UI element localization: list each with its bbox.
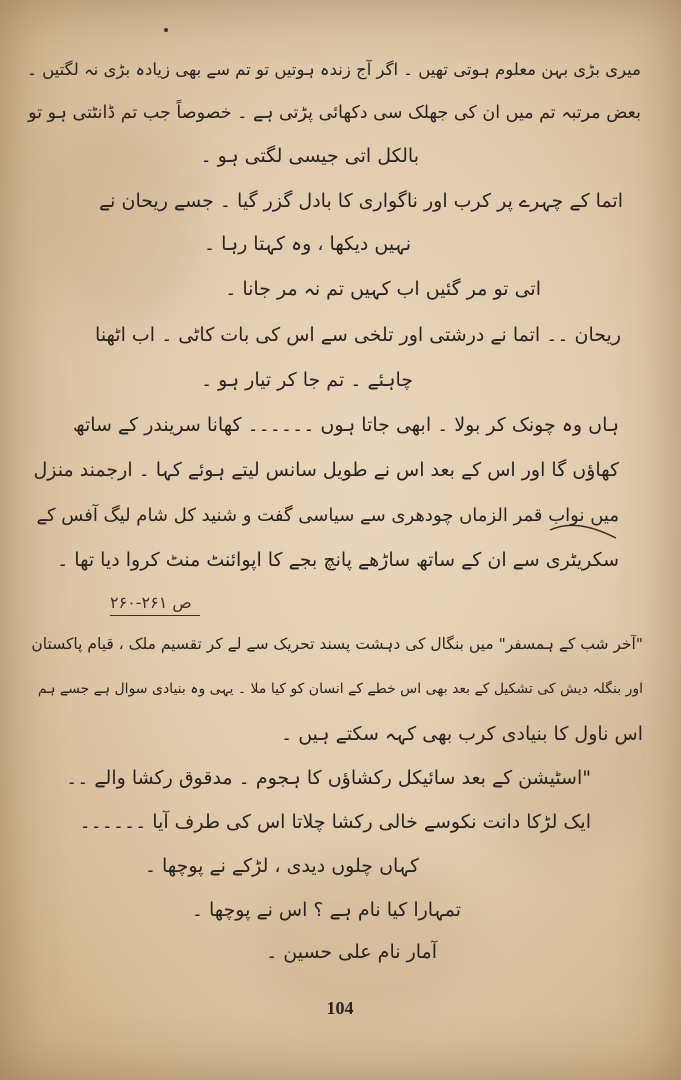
text-line: آمار نام علی حسین ۔ (266, 941, 437, 963)
text-line: چاہئے ۔ تم جا کر تیار ہو ۔ (200, 369, 413, 391)
text-line: میں نواب قمر الزماں چودھری سے سیاسی گفت و شنید کل شام لیگ آفس کے (36, 505, 619, 526)
text-line: سکریٹری سے ان کے ساتھ ساڑھے پانچ بجے کا اپوائنٹ منٹ کروا دیا تھا ۔ (57, 549, 619, 571)
page-number: 104 (326, 998, 354, 1018)
text-line: ریحان ۔۔ اتما نے درشتی اور تلخی سے اس کی بات کاٹی ۔ اب اٹھنا (95, 324, 621, 346)
text-line: نہیں دیکھا ، وہ کہتا رہا ۔ (203, 233, 411, 255)
text-line: اور بنگلہ دیش کی تشکیل کے بعد بھی اس خطے کے انسان کو کیا ملا ۔ یہی وہ بنیادی سوال ہے جسے ہم (37, 681, 643, 697)
text-line: کہاں چلوں دیدی ، لڑکے نے پوچھا ۔ (144, 855, 419, 877)
text-line: اس ناول کا بنیادی کرب بھی کہہ سکتے ہیں ۔ (281, 723, 643, 745)
text-line: کھاؤں گا اور اس کے بعد اس نے طویل سانس لیتے ہوئے کہا ۔ ارجمند منزل (33, 459, 619, 481)
text-line: "آخر شب کے ہمسفر" میں بنگال کی دہشت پسند تحریک سے لے کر تقسیم ملک ، قیام پاکستان (31, 635, 643, 653)
text-line: تمہارا کیا نام ہے ؟ اس نے پوچھا ۔ (191, 899, 461, 921)
margin-reference: ۲۶۰-۲۶۱ ص (110, 591, 200, 616)
pen-flourish (548, 520, 618, 550)
text-line: بعض مرتبہ تم میں ان کی جھلک سی دکھائی پڑتی ہے ۔ خصوصاً جب تم ڈانٹتی ہو تو (28, 103, 641, 123)
text-line: اتما کے چہرے پر کرب اور ناگواری کا بادل گزر گیا ۔ جسے ریحان نے (99, 190, 623, 212)
text-line: "اسٹیشن کے بعد سائیکل رکشاؤں کا ہجوم ۔ مدقوق رکشا والے ۔۔ (66, 767, 591, 789)
text-line: میری بڑی بہن معلوم ہوتی تھیں ۔ اگر آج زندہ ہوتیں تو تم سے بھی زیادہ بڑی نہ لگتیں ۔ (27, 60, 641, 79)
text-line: ہاں وہ چونک کر بولا ۔ ابھی جاتا ہوں ۔۔۔۔۔۔ کھانا سریندر کے ساتھ (72, 414, 619, 436)
text-line: بالکل اتی جیسی لگتی ہو ۔ (200, 145, 419, 167)
paper-stain (40, 120, 200, 320)
text-line: اتی تو مر گئیں اب کہیں تم نہ مر جانا ۔ (225, 278, 541, 300)
text-line: ایک لڑکا دانت نکوسے خالی رکشا چلاتا اس کی طرف آیا ۔۔۔۔۔۔ (79, 811, 591, 833)
ink-dot (164, 28, 168, 32)
